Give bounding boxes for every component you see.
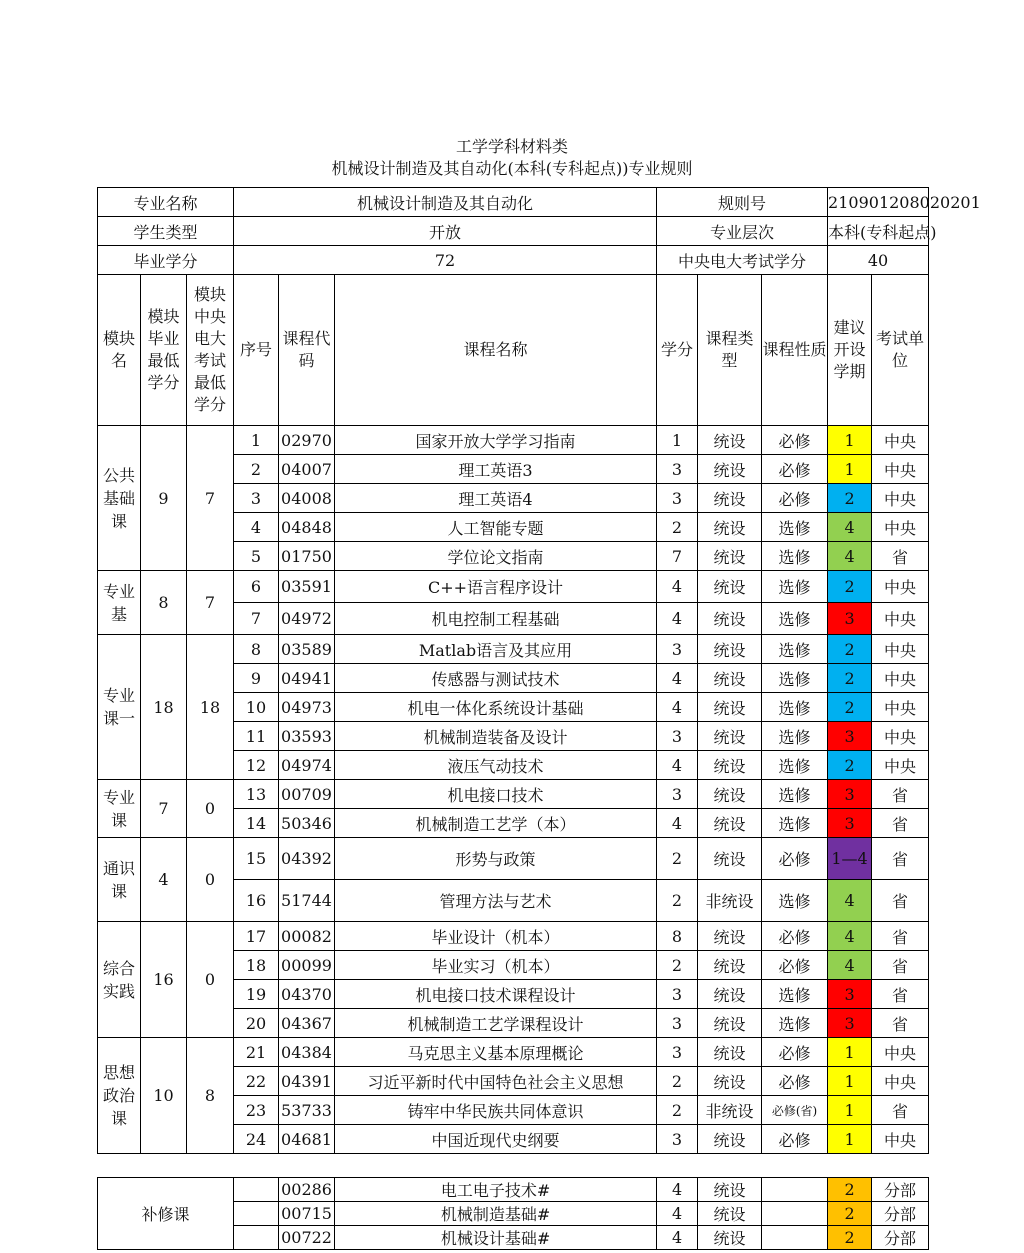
course-type: 统设 — [698, 1067, 762, 1096]
exam-credit-value: 40 — [828, 246, 929, 275]
course-name: 液压气动技术 — [335, 751, 657, 780]
course-type: 统设 — [698, 484, 762, 513]
module-min-exam: 0 — [187, 838, 234, 922]
course-code: 00722 — [279, 1226, 335, 1250]
module-name: 专业基 — [98, 571, 141, 635]
course-code: 03593 — [279, 722, 335, 751]
header-unit: 考试单位 — [872, 275, 929, 426]
course-unit: 省 — [872, 1096, 929, 1125]
course-credit: 4 — [657, 751, 698, 780]
course-credit: 3 — [657, 1009, 698, 1038]
course-nature: 必修 — [762, 922, 828, 951]
course-credit: 7 — [657, 542, 698, 571]
course-unit: 中央 — [872, 635, 929, 664]
course-type: 统设 — [698, 922, 762, 951]
course-no: 14 — [234, 809, 279, 838]
type-value: 开放 — [234, 217, 657, 246]
course-unit: 分部 — [872, 1202, 929, 1226]
course-credit: 3 — [657, 1125, 698, 1154]
course-no: 6 — [234, 571, 279, 603]
header-module: 模块名 — [98, 275, 141, 426]
rule-label: 规则号 — [657, 188, 828, 217]
course-nature: 必修 — [762, 1038, 828, 1067]
course-no: 3 — [234, 484, 279, 513]
course-code: 04370 — [279, 980, 335, 1009]
course-no: 12 — [234, 751, 279, 780]
module-name: 专业课 — [98, 780, 141, 838]
course-no — [234, 1226, 279, 1250]
module-name: 思想政治课 — [98, 1038, 141, 1154]
course-type: 统设 — [698, 722, 762, 751]
course-term: 1 — [828, 1038, 872, 1067]
course-credit: 4 — [657, 571, 698, 603]
course-credit: 8 — [657, 922, 698, 951]
course-type: 统设 — [698, 1178, 762, 1202]
course-type: 统设 — [698, 664, 762, 693]
credit-value: 72 — [234, 246, 657, 275]
course-type: 统设 — [698, 1226, 762, 1250]
table-row — [98, 1178, 929, 1202]
course-nature: 选修 — [762, 693, 828, 722]
level-value: 本科(专科起点) — [828, 217, 929, 246]
module-min-exam: 0 — [187, 780, 234, 838]
course-no: 22 — [234, 1067, 279, 1096]
module-min-exam: 7 — [187, 571, 234, 635]
course-unit: 省 — [872, 880, 929, 922]
course-nature: 必修 — [762, 1125, 828, 1154]
course-no: 15 — [234, 838, 279, 880]
course-code: 00709 — [279, 780, 335, 809]
course-unit: 中央 — [872, 1038, 929, 1067]
module-min-credit: 4 — [141, 838, 187, 922]
course-credit: 2 — [657, 1067, 698, 1096]
course-no: 4 — [234, 513, 279, 542]
module-min-credit: 9 — [141, 426, 187, 571]
course-credit: 2 — [657, 513, 698, 542]
table-row — [98, 571, 929, 603]
course-nature: 选修 — [762, 513, 828, 542]
course-name: 机械制造装备及设计 — [335, 722, 657, 751]
course-type: 统设 — [698, 1009, 762, 1038]
course-no: 16 — [234, 880, 279, 922]
course-term: 2 — [828, 571, 872, 603]
course-name: 机械制造工艺学课程设计 — [335, 1009, 657, 1038]
course-type: 统设 — [698, 751, 762, 780]
course-unit: 分部 — [872, 1226, 929, 1250]
course-type: 统设 — [698, 571, 762, 603]
header-min-exam: 模块中央电大考试最低学分 — [187, 275, 234, 426]
course-no: 24 — [234, 1125, 279, 1154]
course-name: 机械制造工艺学（本） — [335, 809, 657, 838]
course-name: 机械设计基础# — [335, 1226, 657, 1250]
course-code: 04848 — [279, 513, 335, 542]
course-code: 50346 — [279, 809, 335, 838]
course-credit: 2 — [657, 838, 698, 880]
course-credit: 3 — [657, 1038, 698, 1067]
module-min-credit: 16 — [141, 922, 187, 1038]
major-value: 机械设计制造及其自动化 — [234, 188, 657, 217]
course-code: 04972 — [279, 603, 335, 635]
course-term: 3 — [828, 780, 872, 809]
table-row — [98, 780, 929, 809]
table-row — [98, 635, 929, 664]
major-rules-table — [97, 187, 981, 1154]
course-name: 管理方法与艺术 — [335, 880, 657, 922]
course-unit: 省 — [872, 1009, 929, 1038]
course-nature — [762, 1226, 828, 1250]
course-unit: 省 — [872, 542, 929, 571]
course-name: 习近平新时代中国特色社会主义思想 — [335, 1067, 657, 1096]
course-no: 8 — [234, 635, 279, 664]
course-code: 00715 — [279, 1202, 335, 1226]
module-min-credit: 10 — [141, 1038, 187, 1154]
table-row — [98, 922, 929, 951]
course-type: 统设 — [698, 455, 762, 484]
course-no: 17 — [234, 922, 279, 951]
rule-value: 210901208020201 — [828, 188, 929, 217]
course-type: 统设 — [698, 951, 762, 980]
supplementary-table — [97, 1177, 929, 1250]
course-name: 理工英语3 — [335, 455, 657, 484]
document-title — [96, 136, 928, 180]
course-name: 毕业实习（机本） — [335, 951, 657, 980]
module-min-credit: 18 — [141, 635, 187, 780]
major-label: 专业名称 — [98, 188, 234, 217]
header-credit: 学分 — [657, 275, 698, 426]
course-no: 20 — [234, 1009, 279, 1038]
course-no: 1 — [234, 426, 279, 455]
course-nature: 选修 — [762, 751, 828, 780]
course-nature: 必修(省) — [762, 1096, 828, 1125]
course-credit: 4 — [657, 664, 698, 693]
course-type: 非统设 — [698, 1096, 762, 1125]
course-code: 04974 — [279, 751, 335, 780]
course-no: 10 — [234, 693, 279, 722]
course-unit: 中央 — [872, 455, 929, 484]
course-code: 04008 — [279, 484, 335, 513]
course-term: 1—4 — [828, 838, 872, 880]
module-name: 通识课 — [98, 838, 141, 922]
course-code: 02970 — [279, 426, 335, 455]
info-row-major — [98, 188, 929, 217]
course-type: 统设 — [698, 603, 762, 635]
course-unit: 省 — [872, 922, 929, 951]
course-term: 2 — [828, 693, 872, 722]
course-unit: 中央 — [872, 1125, 929, 1154]
course-nature: 必修 — [762, 455, 828, 484]
course-unit: 中央 — [872, 603, 929, 635]
course-name: 国家开放大学学习指南 — [335, 426, 657, 455]
header-code: 课程代码 — [279, 275, 335, 426]
course-type: 非统设 — [698, 880, 762, 922]
course-term: 4 — [828, 513, 872, 542]
course-term: 2 — [828, 751, 872, 780]
course-code: 03589 — [279, 635, 335, 664]
title-line-1: 工学学科材料类 — [455, 137, 568, 156]
course-term: 1 — [828, 426, 872, 455]
course-unit: 中央 — [872, 664, 929, 693]
exam-credit-label: 中央电大考试学分 — [657, 246, 828, 275]
course-term: 4 — [828, 922, 872, 951]
course-credit: 4 — [657, 603, 698, 635]
course-no — [234, 1202, 279, 1226]
module-min-exam: 18 — [187, 635, 234, 780]
module-name: 公共基础课 — [98, 426, 141, 571]
info-row-type — [98, 217, 929, 246]
table-row — [98, 1038, 929, 1067]
course-term: 1 — [828, 1067, 872, 1096]
course-unit: 中央 — [872, 751, 929, 780]
header-term: 建议开设学期 — [828, 275, 872, 426]
course-name: 马克思主义基本原理概论 — [335, 1038, 657, 1067]
header-row — [98, 275, 929, 426]
course-term: 4 — [828, 951, 872, 980]
course-name: C++语言程序设计 — [335, 571, 657, 603]
course-nature: 必修 — [762, 484, 828, 513]
course-credit: 2 — [657, 1096, 698, 1125]
course-code: 51744 — [279, 880, 335, 922]
course-type: 统设 — [698, 1038, 762, 1067]
course-name: 理工英语4 — [335, 484, 657, 513]
course-unit: 中央 — [872, 571, 929, 603]
course-nature: 必修 — [762, 1067, 828, 1096]
course-term: 3 — [828, 809, 872, 838]
course-term: 2 — [828, 1226, 872, 1250]
course-no — [234, 1178, 279, 1202]
course-credit: 4 — [657, 1202, 698, 1226]
course-credit: 4 — [657, 809, 698, 838]
course-nature: 必修 — [762, 426, 828, 455]
course-code: 01750 — [279, 542, 335, 571]
course-term: 2 — [828, 1178, 872, 1202]
course-nature: 选修 — [762, 603, 828, 635]
course-name: 铸牢中华民族共同体意识 — [335, 1096, 657, 1125]
module-min-credit: 8 — [141, 571, 187, 635]
course-nature: 必修 — [762, 951, 828, 980]
course-nature: 选修 — [762, 980, 828, 1009]
course-name: 毕业设计（机本） — [335, 922, 657, 951]
course-name: 传感器与测试技术 — [335, 664, 657, 693]
course-no: 13 — [234, 780, 279, 809]
course-credit: 4 — [657, 1178, 698, 1202]
course-name: 中国近现代史纲要 — [335, 1125, 657, 1154]
course-nature: 选修 — [762, 780, 828, 809]
course-unit: 中央 — [872, 484, 929, 513]
course-name: 机械制造基础# — [335, 1202, 657, 1226]
header-name: 课程名称 — [335, 275, 657, 426]
course-no: 18 — [234, 951, 279, 980]
course-no: 2 — [234, 455, 279, 484]
course-type: 统设 — [698, 513, 762, 542]
course-type: 统设 — [698, 635, 762, 664]
course-credit: 3 — [657, 722, 698, 751]
course-type: 统设 — [698, 542, 762, 571]
course-credit: 4 — [657, 1226, 698, 1250]
course-nature: 选修 — [762, 635, 828, 664]
course-code: 00082 — [279, 922, 335, 951]
course-nature: 必修 — [762, 838, 828, 880]
title-line-2: 机械设计制造及其自动化(本科(专科起点))专业规则 — [331, 159, 693, 178]
course-term: 1 — [828, 1125, 872, 1154]
course-nature: 选修 — [762, 1009, 828, 1038]
course-credit: 4 — [657, 693, 698, 722]
course-term: 3 — [828, 722, 872, 751]
course-credit: 3 — [657, 980, 698, 1009]
course-credit: 3 — [657, 635, 698, 664]
header-ctype: 课程类型 — [698, 275, 762, 426]
course-code: 04973 — [279, 693, 335, 722]
course-credit: 1 — [657, 426, 698, 455]
info-row-credit — [98, 246, 929, 275]
course-no: 11 — [234, 722, 279, 751]
course-term: 2 — [828, 635, 872, 664]
header-min-credit: 模块毕业最低学分 — [141, 275, 187, 426]
course-name: 机电接口技术课程设计 — [335, 980, 657, 1009]
course-credit: 2 — [657, 880, 698, 922]
course-term: 2 — [828, 664, 872, 693]
course-unit: 中央 — [872, 693, 929, 722]
header-nature: 课程性质 — [762, 275, 828, 426]
course-term: 1 — [828, 455, 872, 484]
course-unit: 省 — [872, 838, 929, 880]
course-name: 学位论文指南 — [335, 542, 657, 571]
course-no: 19 — [234, 980, 279, 1009]
course-credit: 2 — [657, 951, 698, 980]
module-name: 综合实践 — [98, 922, 141, 1038]
course-name: 机电一体化系统设计基础 — [335, 693, 657, 722]
course-nature: 选修 — [762, 722, 828, 751]
type-label: 学生类型 — [98, 217, 234, 246]
course-term: 4 — [828, 542, 872, 571]
course-code: 04392 — [279, 838, 335, 880]
module-min-exam: 8 — [187, 1038, 234, 1154]
course-nature: 选修 — [762, 571, 828, 603]
course-term: 4 — [828, 880, 872, 922]
table-row — [98, 838, 929, 880]
module-min-exam: 7 — [187, 426, 234, 571]
course-name: 电工电子技术# — [335, 1178, 657, 1202]
course-term: 3 — [828, 980, 872, 1009]
course-unit: 中央 — [872, 1067, 929, 1096]
course-code: 04941 — [279, 664, 335, 693]
course-type: 统设 — [698, 838, 762, 880]
course-code: 04367 — [279, 1009, 335, 1038]
course-term: 2 — [828, 1202, 872, 1226]
course-term: 3 — [828, 603, 872, 635]
course-name: 人工智能专题 — [335, 513, 657, 542]
course-nature — [762, 1202, 828, 1226]
course-unit: 省 — [872, 809, 929, 838]
course-unit: 省 — [872, 951, 929, 980]
course-no: 23 — [234, 1096, 279, 1125]
course-code: 53733 — [279, 1096, 335, 1125]
course-credit: 3 — [657, 484, 698, 513]
course-code: 04681 — [279, 1125, 335, 1154]
header-no: 序号 — [234, 275, 279, 426]
course-term: 1 — [828, 1096, 872, 1125]
course-type: 统设 — [698, 426, 762, 455]
course-unit: 中央 — [872, 513, 929, 542]
course-name: 形势与政策 — [335, 838, 657, 880]
course-unit: 省 — [872, 980, 929, 1009]
credit-label: 毕业学分 — [98, 246, 234, 275]
course-code: 04391 — [279, 1067, 335, 1096]
course-nature — [762, 1178, 828, 1202]
course-nature: 选修 — [762, 542, 828, 571]
course-name: 机电接口技术 — [335, 780, 657, 809]
course-code: 04007 — [279, 455, 335, 484]
module-min-exam: 0 — [187, 922, 234, 1038]
course-type: 统设 — [698, 809, 762, 838]
course-type: 统设 — [698, 1202, 762, 1226]
supplementary-label: 补修课 — [98, 1178, 234, 1250]
course-type: 统设 — [698, 693, 762, 722]
course-nature: 选修 — [762, 809, 828, 838]
course-term: 2 — [828, 484, 872, 513]
module-name: 专业课一 — [98, 635, 141, 780]
course-unit: 中央 — [872, 426, 929, 455]
course-nature: 选修 — [762, 664, 828, 693]
course-credit: 3 — [657, 780, 698, 809]
course-name: 机电控制工程基础 — [335, 603, 657, 635]
course-term: 3 — [828, 1009, 872, 1038]
course-code: 04384 — [279, 1038, 335, 1067]
course-credit: 3 — [657, 455, 698, 484]
course-no: 5 — [234, 542, 279, 571]
course-nature: 选修 — [762, 880, 828, 922]
course-no: 21 — [234, 1038, 279, 1067]
course-code: 03591 — [279, 571, 335, 603]
table-row — [98, 426, 929, 455]
course-type: 统设 — [698, 780, 762, 809]
level-label: 专业层次 — [657, 217, 828, 246]
course-code: 00286 — [279, 1178, 335, 1202]
course-unit: 中央 — [872, 722, 929, 751]
course-no: 7 — [234, 603, 279, 635]
module-min-credit: 7 — [141, 780, 187, 838]
course-no: 9 — [234, 664, 279, 693]
course-code: 00099 — [279, 951, 335, 980]
course-type: 统设 — [698, 1125, 762, 1154]
course-unit: 省 — [872, 780, 929, 809]
course-unit: 分部 — [872, 1178, 929, 1202]
course-type: 统设 — [698, 980, 762, 1009]
course-name: Matlab语言及其应用 — [335, 635, 657, 664]
